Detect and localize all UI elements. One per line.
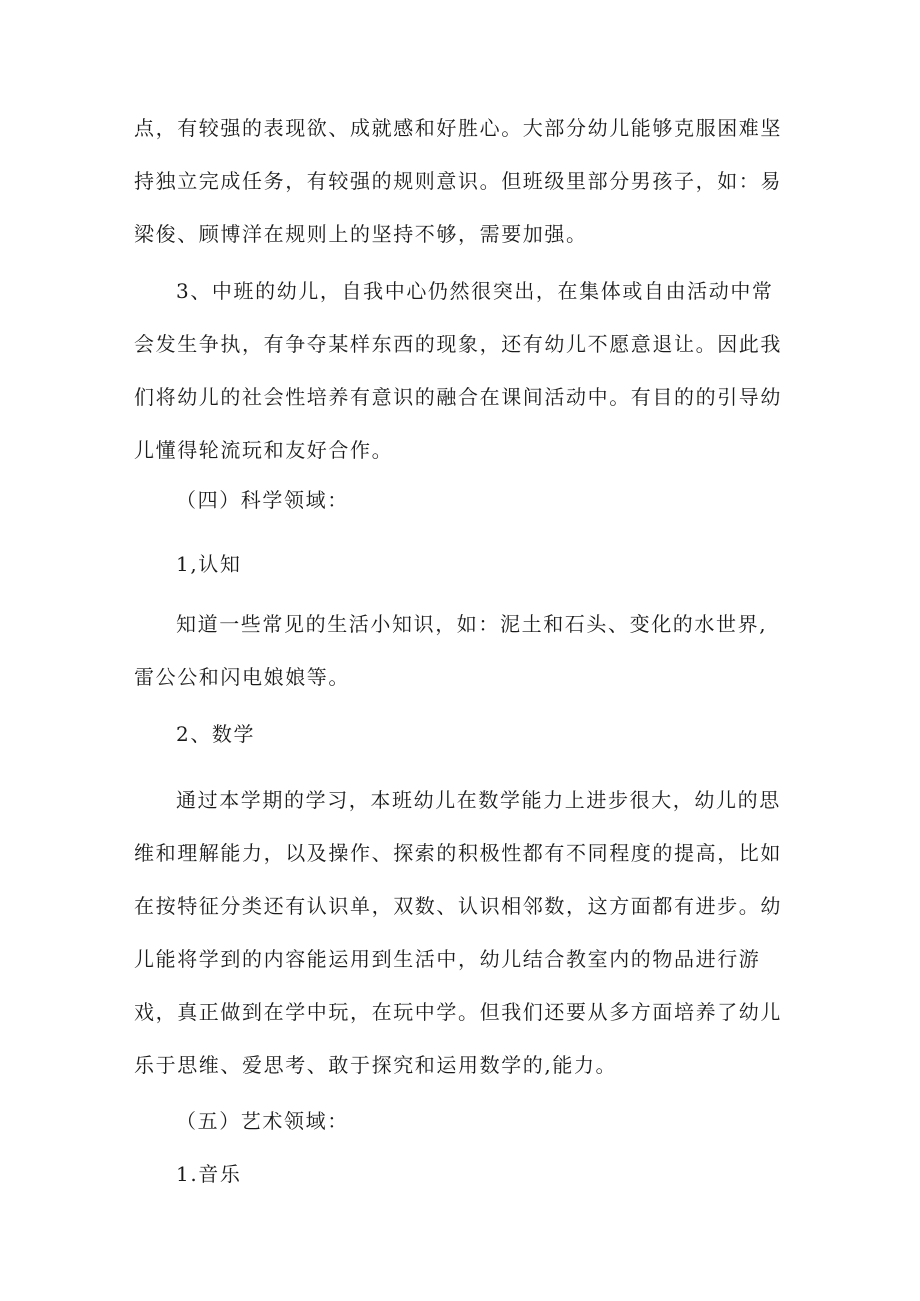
- paragraph-social-3: 3、中班的幼儿，自我中心仍然很突出，在集体或自由活动中常会发生争执，有争夺某样东西的现象，还有幼儿不愿意退让。因此我们将幼儿的社会性培养有意识的融合在课间活动中。有目的的引导幼儿懂得轮流玩和友好合作。: [134, 279, 782, 462]
- paragraph-cognition: 知道一些常见的生活小知识，如：泥土和石头、变化的水世界,雷公公和闪电娘娘等。: [134, 612, 768, 689]
- subheading-cognition: 1,认知: [176, 552, 242, 576]
- paragraph-continued: 点，有较强的表现欲、成就感和好胜心。大部分幼儿能够克服困难坚持独立完成任务，有较强的规则意识。但班级里部分男孩子，如：易梁俊、顾博洋在规则上的坚持不够，需要加强。: [134, 116, 782, 246]
- section-heading-art: （五）艺术领域：: [176, 1109, 349, 1133]
- subheading-math: 2、数学: [176, 722, 256, 746]
- subheading-music: 1.音乐: [176, 1162, 242, 1186]
- paragraph-math: 通过本学期的学习，本班幼儿在数学能力上进步很大，幼儿的思维和理解能力，以及操作、探索的积极性都有不同程度的提高，比如在按特征分类还有认识单，双数、认识相邻数，这方面都有进步。幼儿能将学到的内容能运用到生活中，幼儿结合教室内的物品进行游戏，真正做到在学中玩，在玩中学。但我们还要从多方面培养了幼儿乐于思维、爱思考、敢于探究和运用数学的,能力。: [134, 788, 782, 1077]
- section-heading-science: （四）科学领域：: [176, 488, 349, 512]
